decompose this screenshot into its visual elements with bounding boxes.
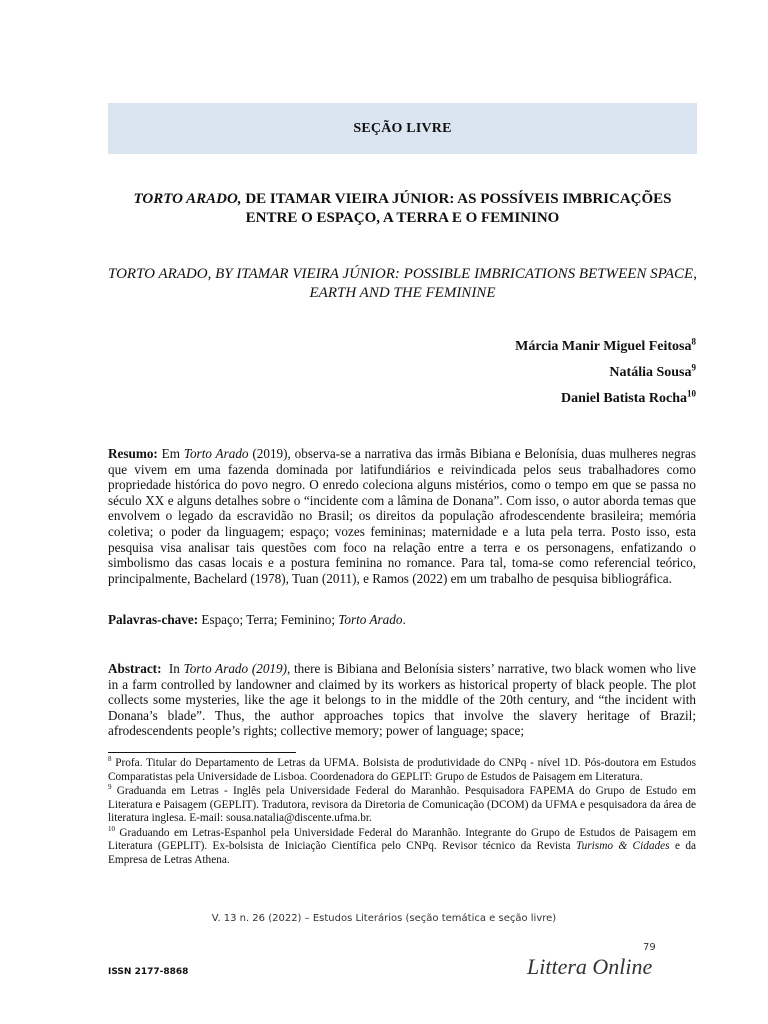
footnote-journal-name: Turismo & Cidades	[575, 840, 670, 852]
resumo-text: Em	[157, 446, 184, 461]
keywords-paragraph	[108, 612, 696, 628]
resumo-paragraph	[108, 446, 696, 586]
footnote-ref[interactable]: 9	[691, 362, 696, 373]
resumo-label: Resumo:	[108, 446, 158, 461]
footnote-number: 9	[108, 783, 112, 792]
section-header	[108, 103, 697, 154]
footnote-text: Graduanda em Letras - Inglês pela Universidade Federal do Maranhão. Pesquisadora FAPEMA do Grupo de Estudo em Literatura e Paisagem (GEPLIT). Tradutora, revisora da Diretoria de Comunicação (DCOM) da UFMA e pesquisadora da área de literatura inglesa. E-mail: sousa.natalia@discente.ufma.br.	[108, 785, 696, 824]
keywords-label: Palavras-chave:	[108, 612, 199, 627]
author-3	[515, 390, 696, 416]
keywords-text: .	[402, 612, 406, 627]
littera-online-logo	[523, 947, 663, 987]
footnote-text: Graduando em Letras-Espanhol pela Universidade Federal do Maranhão. Integrante do Grupo de Estudos de Paisagem em Literatura (GEPLIT). Ex-bolsista de Iniciação Científica pelo CNPq. Revisor técnico da Revista	[108, 826, 696, 852]
author-list	[515, 338, 696, 416]
author-name: Daniel Batista Rocha	[561, 391, 687, 406]
abstract-book-title: Torto Arado (2019)	[183, 661, 287, 676]
abstract-text: In	[161, 661, 184, 676]
logo-text: Littera Online	[527, 954, 653, 979]
keywords-text: Espaço; Terra; Feminino;	[198, 612, 339, 627]
footnote-10	[108, 824, 697, 868]
footnote-8	[108, 757, 696, 784]
footnote-number: 10	[108, 824, 115, 833]
resumo-text: (2019), observa-se a narrativa das irmãs Bibiana e Belonísia, duas mulheres negras que vivem em uma fazenda dominada por latifundiários e reivindicada pelos seus trabalhadores como propriedade histórica do povo negro. O enredo coleciona alguns mistérios, como o tempo em que se passa no século XX e alguns detalhes sobre o “incidente com a lâmina de Donana”. Com isso, o autor aborda temas que envolvem o legado da escravidão no Brasil; os direitos da população afrodescendente brasileira; memória coletiva; o poder da linguagem; espaço; vozes femininas; maternidade e a luta pela terra. Posto isso, esta pesquisa visa analisar tais questões com foco na relação entre a terra e os personagens, enfatizando o simbolismo das casas locais e a postura feminina no romance. Para tal, toma-se como referencial teórico, principalmente, Bachelard (1978), Tuan (2011), e Ramos (2022) em um trabalho de pesquisa bibliográfica.	[108, 446, 696, 586]
section-label: SEÇÃO LIVRE	[353, 120, 452, 136]
abstract-label: Abstract:	[108, 661, 162, 676]
abstract-paragraph	[108, 661, 696, 739]
footnote-text: Profa. Titular do Departamento de Letras da UFMA. Bolsista de produtividade do CNPq - nível 1D. Pós-doutora em Estudos Comparatistas pela Universidade de Lisboa. Coordenadora do GEPLIT: Grupo de Estudos de Paisagem em Literatura.	[108, 757, 696, 783]
issn-label: ISSN 2177-8868	[108, 967, 189, 977]
footnote-divider	[108, 752, 296, 753]
author-name: Natália Sousa	[609, 365, 692, 380]
journal-footer: V. 13 n. 26 (2022) – Estudos Literários (seção temática e seção livre)	[211, 913, 557, 924]
footnote-ref[interactable]: 10	[687, 388, 696, 399]
footnote-number: 8	[108, 755, 112, 764]
title-italic-part: TORTO ARADO,	[133, 191, 242, 207]
resumo-book-title: Torto Arado	[183, 446, 249, 461]
footnote-ref[interactable]: 8	[691, 336, 696, 347]
article-title-portuguese	[108, 190, 697, 228]
title-rest: DE ITAMAR VIEIRA JÚNIOR: AS POSSÍVEIS IMBRICAÇÕES ENTRE O ESPAÇO, A TERRA E O FEMININO	[241, 191, 672, 226]
author-name: Márcia Manir Miguel Feitosa	[515, 339, 692, 354]
page-number: 79	[643, 942, 656, 953]
footnotes	[108, 757, 696, 868]
abstract-text: , there is Bibiana and Belonísia sisters’ narrative, two black women who live in a farm controlled by landowner and claimed by its workers as historical property of black people. The plot collects some mysteries, like the age it belongs to in the middle of the 20th century, and “the incident with Donana’s blade”. Thus, the author approaches topics that involve the slavery heritage of Brazil; afrodescendents people’s rights; collective memory; power of language; space;	[108, 661, 696, 739]
keywords-book-title: Torto Arado	[338, 612, 403, 627]
author-2	[515, 364, 696, 390]
footnote-text: e da Empresa de Letras Athena.	[108, 840, 697, 866]
author-1	[515, 338, 696, 364]
footnote-9	[108, 785, 696, 826]
article-title-english: TORTO ARADO, BY ITAMAR VIEIRA JÚNIOR: POSSIBLE IMBRICATIONS BETWEEN SPACE, EARTH AND THE FEMININE	[108, 266, 697, 301]
